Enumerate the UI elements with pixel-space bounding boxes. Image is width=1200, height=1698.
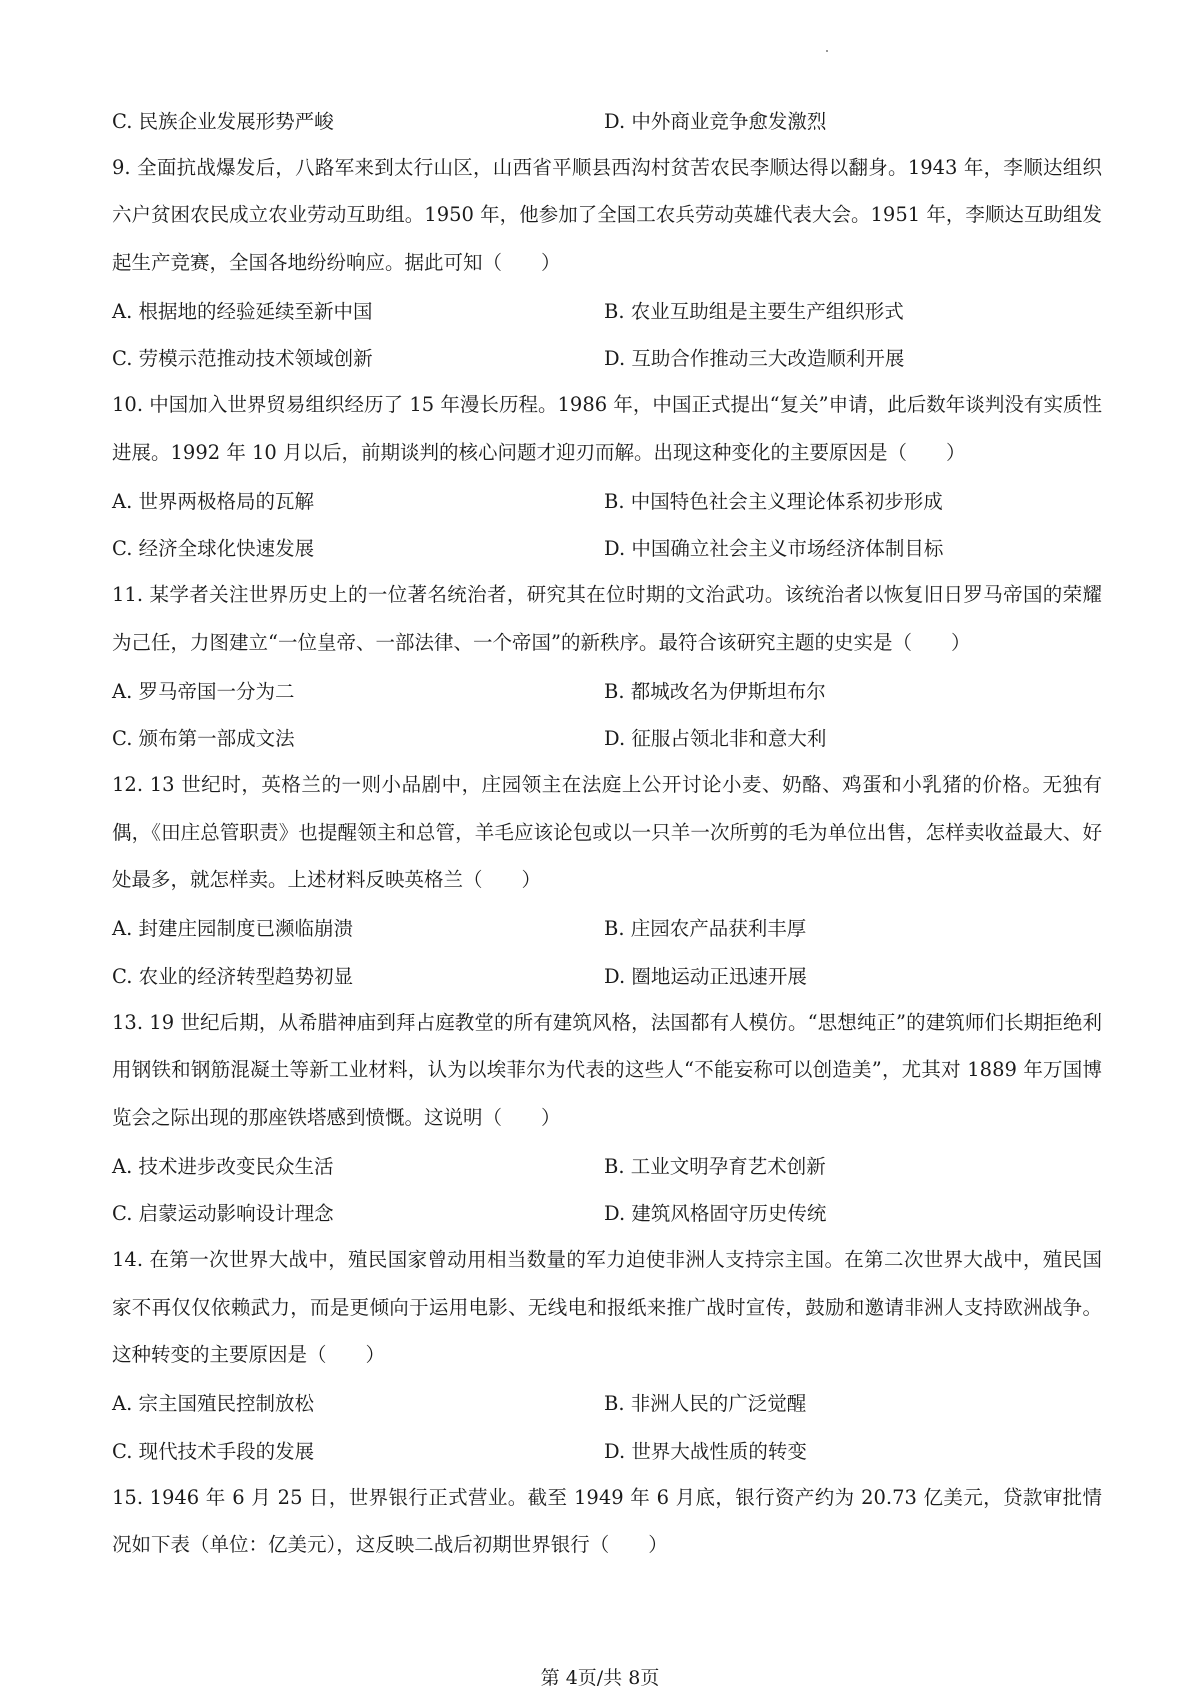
- question-stem: 12. 13 世纪时，英格兰的一则小品剧中，庄园领主在法庭上公开讨论小麦、奶酪、鸡蛋和小乳猪的价格。无独有偶，《田庄总管职责》也提醒领主和总管，羊毛应该论包或以一只羊一次所剪的毛为单位出售，怎样卖收益最大、好处最多，就怎样卖。上述材料反映英格兰（ ）: [112, 773, 1102, 891]
- options-row: [112, 951, 1102, 999]
- question-15: [112, 1474, 1102, 1569]
- option-c[interactable]: C. 现代技术手段的发展: [112, 1439, 315, 1463]
- question-stem: 15. 1946 年 6 月 25 日，世界银行正式营业。截至 1949 年 6 月底，银行资产约为 20.73 亿美元，贷款审批情况如下表（单位：亿美元），这反映二战后初期世界银行（ ）: [112, 1485, 1102, 1556]
- question-14: [112, 1236, 1102, 1474]
- options-row: [112, 524, 1102, 572]
- option-d[interactable]: D. 中国确立社会主义市场经济体制目标: [604, 537, 944, 561]
- option-a[interactable]: A. 技术进步改变民众生活: [112, 1154, 334, 1178]
- options-row: [112, 334, 1102, 382]
- option-b[interactable]: B. 中国特色社会主义理论体系初步形成: [604, 489, 943, 513]
- question-stem: 10. 中国加入世界贸易组织经历了 15 年漫长历程。1986 年，中国正式提出“复关”申请，此后数年谈判没有实质性进展。1992 年 10 月以后，前期谈判的核心问题才迎刃而解。出现这种变化的主要原因是（ ）: [112, 393, 1102, 464]
- option-b[interactable]: B. 工业文明孕育艺术创新: [604, 1154, 826, 1178]
- option-b[interactable]: B. 都城改名为伊斯坦布尔: [604, 679, 826, 703]
- question-stem: 11. 某学者关注世界历史上的一位著名统治者，研究其在位时期的文治武功。该统治者以恢复旧日罗马帝国的荣耀为己任，力图建立“一位皇帝、一部法律、一个帝国”的新秩序。最符合该研究主题的史实是（ ）: [112, 583, 1102, 654]
- page-content: [112, 96, 1102, 1569]
- option-a[interactable]: A. 根据地的经验延续至新中国: [112, 299, 373, 323]
- options-row: [112, 1189, 1102, 1237]
- option-c[interactable]: C. 启蒙运动影响设计理念: [112, 1202, 334, 1226]
- option-d[interactable]: D. 征服占领北非和意大利: [604, 727, 827, 751]
- options-row: [112, 666, 1102, 714]
- options-row-top: [112, 96, 1102, 144]
- option-d[interactable]: D. 世界大战性质的转变: [604, 1439, 807, 1463]
- options-row: [112, 904, 1102, 952]
- question-stem: 13. 19 世纪后期，从希腊神庙到拜占庭教堂的所有建筑风格，法国都有人模仿。“思想纯正”的建筑师们长期拒绝利用钢铁和钢筋混凝土等新工业材料，认为以埃菲尔为代表的这些人“不能妄称可以创造美”，尤其对 1889 年万国博览会之际出现的那座铁塔感到愤慨。这说明（ ）: [112, 1010, 1102, 1129]
- option-b[interactable]: B. 农业互助组是主要生产组织形式: [604, 299, 904, 323]
- option-d[interactable]: D. 互助合作推动三大改造顺利开展: [604, 347, 905, 371]
- options-row: [112, 1379, 1102, 1427]
- option-b[interactable]: B. 非洲人民的广泛觉醒: [604, 1392, 807, 1416]
- page-footer: 第 4页/共 8页: [540, 1667, 660, 1689]
- question-12: [112, 761, 1102, 999]
- scan-dot: [826, 50, 828, 52]
- option-a[interactable]: A. 世界两极格局的瓦解: [112, 489, 314, 513]
- option-c[interactable]: C. 农业的经济转型趋势初显: [112, 964, 354, 988]
- options-row: [112, 1141, 1102, 1189]
- option-c[interactable]: C. 劳模示范推动技术领域创新: [112, 347, 373, 371]
- option-a[interactable]: A. 封建庄园制度已濒临崩溃: [112, 917, 353, 941]
- question-9: [112, 144, 1102, 382]
- question-stem: 9. 全面抗战爆发后，八路军来到太行山区，山西省平顺县西沟村贫苦农民李顺达得以翻身。1943 年，李顺达组织六户贫困农民成立农业劳动互助组。1950 年，他参加了全国工农兵劳动英雄代表大会。1951 年，李顺达互助组发起生产竞赛，全国各地纷纷响应。据此可知（ ）: [112, 155, 1102, 274]
- options-row: [112, 1426, 1102, 1474]
- question-11: [112, 571, 1102, 761]
- options-row: [112, 286, 1102, 334]
- question-13: [112, 999, 1102, 1237]
- option-c[interactable]: C. 颁布第一部成文法: [112, 727, 295, 751]
- option-d[interactable]: D. 圈地运动正迅速开展: [604, 964, 807, 988]
- option-b[interactable]: B. 庄园农产品获利丰厚: [604, 917, 807, 941]
- question-stem: 14. 在第一次世界大战中，殖民国家曾动用相当数量的军力迫使非洲人支持宗主国。在第二次世界大战中，殖民国家不再仅仅依赖武力，而是更倾向于运用电影、无线电和报纸来推广战时宣传，鼓励和邀请非洲人支持欧洲战争。这种转变的主要原因是（ ）: [112, 1248, 1102, 1366]
- option-a[interactable]: A. 宗主国殖民控制放松: [112, 1392, 314, 1416]
- question-10: [112, 381, 1102, 571]
- option-a[interactable]: A. 罗马帝国一分为二: [112, 679, 295, 703]
- option-d[interactable]: D. 中外商业竞争愈发激烈: [604, 109, 827, 133]
- options-row: [112, 476, 1102, 524]
- option-d[interactable]: D. 建筑风格固守历史传统: [604, 1202, 827, 1226]
- option-c[interactable]: C. 民族企业发展形势严峻: [112, 109, 334, 133]
- options-row: [112, 714, 1102, 762]
- option-c[interactable]: C. 经济全球化快速发展: [112, 537, 315, 561]
